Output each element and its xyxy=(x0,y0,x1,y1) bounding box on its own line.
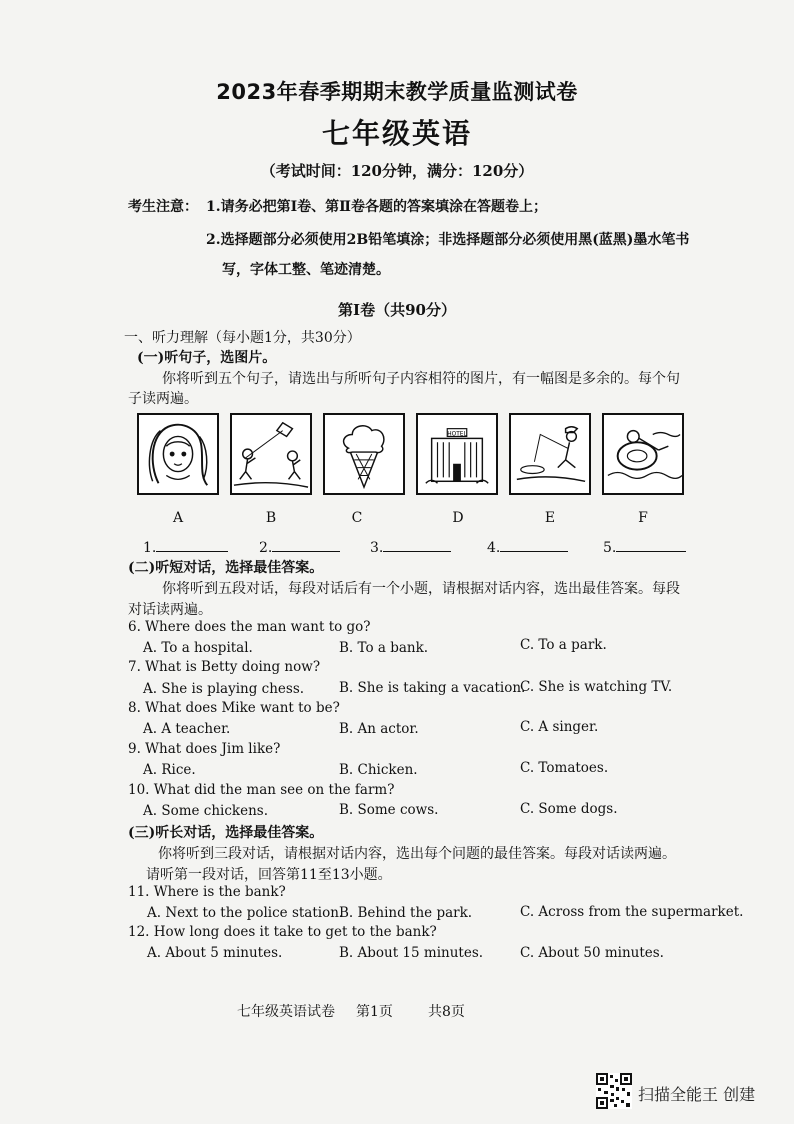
notice-item-2-cont: 写，字体工整、笔迹清楚。 xyxy=(222,262,390,278)
hotel-sign: HOTEL xyxy=(447,431,467,438)
q11-option-b[interactable]: B. Behind the park. xyxy=(339,905,473,921)
question-6: 6. Where does the man want to go? xyxy=(128,619,371,635)
q10-option-a[interactable]: A. Some chickens. xyxy=(143,803,269,819)
sub3-instruction-cont: 请听第一段对话，回答第11至13小题。 xyxy=(146,867,392,883)
q9-option-b[interactable]: B. Chicken. xyxy=(339,762,418,778)
person-fishing-icon xyxy=(511,415,589,493)
q9-option-c[interactable]: C. Tomatoes. xyxy=(520,760,609,776)
q6-option-c[interactable]: C. To a park. xyxy=(520,637,607,653)
blank-line xyxy=(383,537,451,552)
sub1-instruction-cont: 子读两遍。 xyxy=(128,391,198,407)
picture-label-e: E xyxy=(544,510,556,526)
sub3-heading: (三)听长对话，选择最佳答案。 xyxy=(128,825,324,841)
picture-d xyxy=(416,413,498,495)
blank-number: 5. xyxy=(603,540,617,556)
picture-label-d: D xyxy=(452,510,464,526)
picture-label-f: F xyxy=(638,510,648,526)
q9-option-a[interactable]: A. Rice. xyxy=(143,762,196,778)
blank-line xyxy=(500,537,568,552)
notice-item-1: 1.请务必把第Ⅰ卷、第Ⅱ卷各题的答案填涂在答题卷上； xyxy=(206,199,547,215)
question-10: 10. What did the man see on the farm? xyxy=(128,782,395,798)
blank-line xyxy=(616,537,686,552)
blank-line xyxy=(156,537,228,552)
answer-blank-4[interactable] xyxy=(487,537,568,556)
q10-option-b[interactable]: B. Some cows. xyxy=(339,802,439,818)
q8-option-c[interactable]: C. A singer. xyxy=(520,719,599,735)
q6-option-a[interactable]: A. To a hospital. xyxy=(143,640,253,656)
sub1-heading: (一)听句子，选图片。 xyxy=(137,350,277,366)
person-swimming-icon xyxy=(604,415,682,493)
qr-code-icon xyxy=(596,1073,632,1109)
sub3-instruction: 你将听到三段对话，请根据对话内容，选出每个问题的最佳答案。每段对话读两遍。 xyxy=(158,846,676,862)
answer-blank-1[interactable] xyxy=(143,537,228,556)
question-7: 7. What is Betty doing now? xyxy=(128,659,321,675)
picture-e xyxy=(509,413,591,495)
picture-a xyxy=(137,413,219,495)
question-12: 12. How long does it take to get to the bank? xyxy=(128,924,437,940)
q7-option-a[interactable]: A. She is playing chess. xyxy=(143,681,305,697)
boys-kite-icon xyxy=(232,415,310,493)
answer-blank-3[interactable] xyxy=(370,537,451,556)
q6-option-b[interactable]: B. To a bank. xyxy=(339,640,429,656)
footer-paper-name: 七年级英语试卷 xyxy=(237,1004,335,1020)
q11-option-a[interactable]: A. Next to the police station. xyxy=(147,905,344,921)
footer-total-pages: 共8页 xyxy=(428,1004,465,1020)
q12-option-b[interactable]: B. About 15 minutes. xyxy=(339,945,484,961)
sub2-instruction: 你将听到五段对话，每段对话后有一个小题，请根据对话内容，选出最佳答案。每段 xyxy=(162,581,680,597)
blank-line xyxy=(272,537,340,552)
girl-long-hair-icon xyxy=(139,415,217,493)
blank-number: 4. xyxy=(487,540,501,556)
sub1-instruction: 你将听到五个句子，请选出与所听句子内容相符的图片，有一幅图是多余的。每个句 xyxy=(162,371,680,387)
notice-item-2: 2.选择题部分必须使用2B铅笔填涂；非选择题部分必须使用黑(蓝黑)墨水笔书 xyxy=(206,232,690,248)
section-heading: 一、听力理解（每小题1分，共30分） xyxy=(124,330,361,346)
subject-title: 七年级英语 xyxy=(321,117,472,150)
q7-option-c[interactable]: C. She is watching TV. xyxy=(520,679,673,695)
picture-b xyxy=(230,413,312,495)
picture-f xyxy=(602,413,684,495)
question-9: 9. What does Jim like? xyxy=(128,741,281,757)
question-11: 11. Where is the bank? xyxy=(128,884,286,900)
picture-label-c: C xyxy=(351,510,363,526)
q10-option-c[interactable]: C. Some dogs. xyxy=(520,801,618,817)
footer-page-number: 第1页 xyxy=(356,1004,393,1020)
scanner-watermark: 扫描全能王 创建 xyxy=(638,1085,756,1104)
picture-label-a: A xyxy=(172,510,184,526)
q12-option-a[interactable]: A. About 5 minutes. xyxy=(147,945,283,961)
q8-option-b[interactable]: B. An actor. xyxy=(339,721,419,737)
q11-option-c[interactable]: C. Across from the supermarket. xyxy=(520,904,744,920)
question-8: 8. What does Mike want to be? xyxy=(128,700,340,716)
q12-option-c[interactable]: C. About 50 minutes. xyxy=(520,945,664,961)
picture-label-b: B xyxy=(265,510,277,526)
ice-cream-cone-icon xyxy=(325,415,403,493)
exam-title: 2023年春季期期末教学质量监测试卷 xyxy=(216,80,578,104)
picture-c xyxy=(323,413,405,495)
blank-number: 1. xyxy=(143,540,157,556)
sub2-instruction-cont: 对话读两遍。 xyxy=(128,602,212,618)
notice-label: 考生注意： xyxy=(128,199,198,215)
q7-option-b[interactable]: B. She is taking a vacation. xyxy=(339,680,526,696)
blank-number: 2. xyxy=(259,540,273,556)
answer-blank-5[interactable] xyxy=(603,537,686,556)
part-heading: 第Ⅰ卷（共90分） xyxy=(338,301,456,319)
exam-info: （考试时间：120分钟，满分：120分） xyxy=(260,162,534,180)
answer-blank-2[interactable] xyxy=(259,537,340,556)
blank-number: 3. xyxy=(370,540,384,556)
hotel-building-icon xyxy=(418,415,496,493)
sub2-heading: (二)听短对话，选择最佳答案。 xyxy=(128,560,324,576)
q8-option-a[interactable]: A. A teacher. xyxy=(143,721,231,737)
